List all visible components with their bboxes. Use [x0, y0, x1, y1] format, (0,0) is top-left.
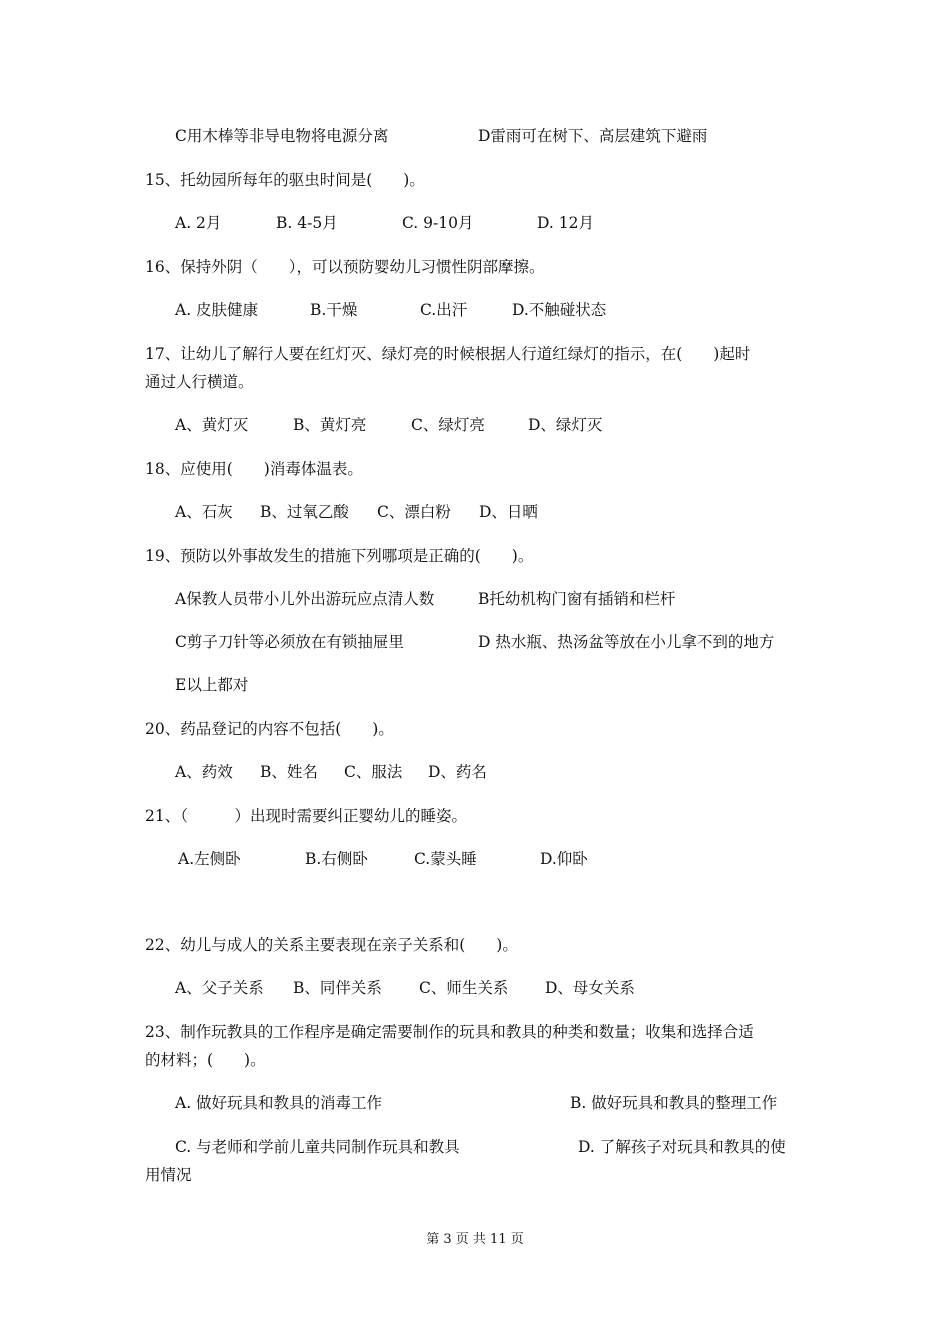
question-19-option-e: E以上都对	[175, 676, 249, 694]
question-15-option-a: A. 2月	[175, 214, 222, 232]
question-19-option-a: A保教人员带小儿外出游玩应点清人数	[175, 590, 435, 608]
question-17-stem-line1: 17、让幼儿了解行人要在红灯灭、绿灯亮的时候根据人行道红绿灯的指示，在( )起时	[145, 345, 751, 363]
question-23-stem-line2: 的材料；( )。	[145, 1051, 266, 1069]
question-23-stem-line1: 23、制作玩教具的工作程序是确定需要制作的玩具和教具的种类和数量；收集和选择合适	[145, 1023, 754, 1041]
question-18-option-d: D、日晒	[479, 503, 538, 521]
question-23-option-d-line2: 用情况	[145, 1166, 192, 1184]
question-19-option-d: D 热水瓶、热汤盆等放在小儿拿不到的地方	[478, 633, 775, 651]
question-16-option-d: D.不触碰状态	[512, 301, 607, 319]
question-15-option-d: D. 12月	[537, 214, 594, 232]
question-20-option-b: B、姓名	[260, 763, 318, 781]
question-23-option-c: C. 与老师和学前儿童共同制作玩具和教具	[175, 1138, 460, 1156]
question-15-option-b: B. 4-5月	[276, 214, 338, 232]
question-18-stem: 18、应使用( )消毒体温表。	[145, 460, 363, 478]
question-15-option-c: C. 9-10月	[402, 214, 474, 232]
question-23-option-a: A. 做好玩具和教具的消毒工作	[175, 1094, 383, 1112]
question-14-option-d: D雷雨可在树下、高层建筑下避雨	[478, 127, 708, 145]
question-20-stem: 20、药品登记的内容不包括( )。	[145, 720, 394, 738]
question-21-stem: 21、（ ）出现时需要纠正婴幼儿的睡姿。	[145, 807, 467, 825]
question-21-option-b: B.右侧卧	[305, 850, 368, 868]
question-22-option-c: C、师生关系	[419, 979, 509, 997]
question-23-option-b: B. 做好玩具和教具的整理工作	[570, 1094, 778, 1112]
question-23-option-d-line1: D. 了解孩子对玩具和教具的使	[578, 1138, 786, 1156]
question-17-stem-line2: 通过人行横道。	[145, 373, 254, 391]
question-18-option-b: B、过氧乙酸	[260, 503, 349, 521]
question-18-option-a: A、石灰	[175, 503, 233, 521]
question-22-option-d: D、母女关系	[545, 979, 635, 997]
question-22-stem: 22、幼儿与成人的关系主要表现在亲子关系和( )。	[145, 936, 518, 954]
question-17-option-a: A、黄灯灭	[175, 416, 249, 434]
page-footer: 第 3 页 共 11 页	[426, 1232, 524, 1247]
question-15-stem: 15、托幼园所每年的驱虫时间是( )。	[145, 171, 425, 189]
question-19-option-b: B托幼机构门窗有插销和栏杆	[478, 590, 676, 608]
question-19-option-c: C剪子刀针等必须放在有锁抽屉里	[175, 633, 404, 651]
question-20-option-c: C、服法	[344, 763, 403, 781]
question-14-option-c: C用木棒等非导电物将电源分离	[175, 127, 389, 145]
question-17-option-c: C、绿灯亮	[411, 416, 485, 434]
question-19-stem: 19、预防以外事故发生的措施下列哪项是正确的( )。	[145, 547, 534, 565]
question-21-option-c: C.蒙头睡	[414, 850, 477, 868]
question-21-option-d: D.仰卧	[540, 850, 588, 868]
question-16-option-b: B.干燥	[310, 301, 358, 319]
question-16-option-a: A. 皮肤健康	[175, 301, 259, 319]
question-22-option-b: B、同伴关系	[293, 979, 382, 997]
question-22-option-a: A、父子关系	[175, 979, 264, 997]
question-20-option-d: D、药名	[428, 763, 487, 781]
question-17-option-d: D、绿灯灭	[528, 416, 603, 434]
question-16-option-c: C.出汗	[420, 301, 468, 319]
question-16-stem: 16、保持外阴（ ），可以预防婴幼儿习惯性阴部摩擦。	[145, 258, 545, 276]
question-17-option-b: B、黄灯亮	[293, 416, 367, 434]
question-18-option-c: C、漂白粉	[377, 503, 451, 521]
question-21-option-a: A.左侧卧	[178, 850, 241, 868]
question-20-option-a: A、药效	[175, 763, 233, 781]
